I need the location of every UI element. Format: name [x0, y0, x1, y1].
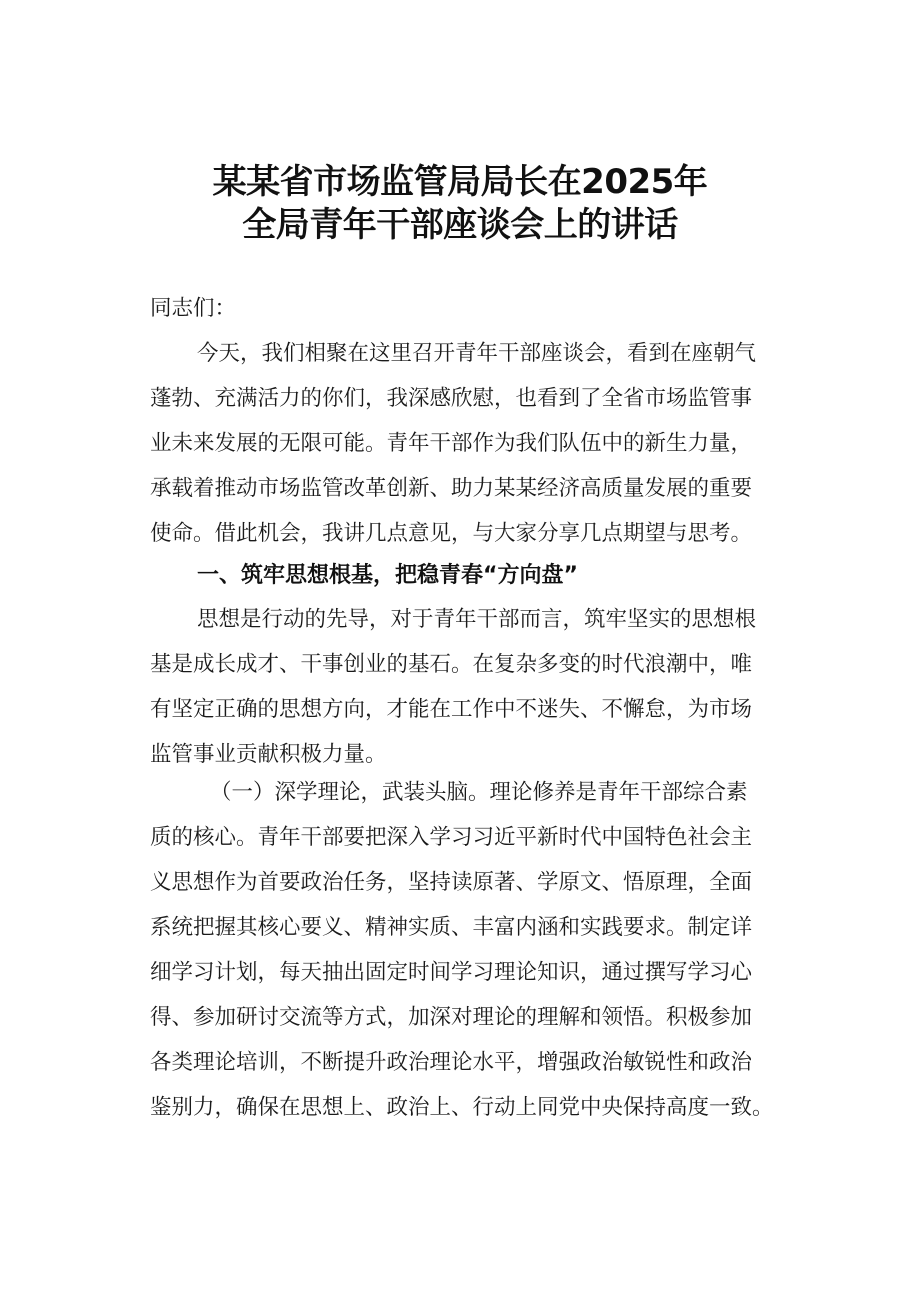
subsection-line: （一）深学理论，武装头脑。理论修养是青年干部综合素: [210, 780, 748, 805]
paragraph-line: 质的核心。青年干部要把深入学习习近平新时代中国特色社会主: [150, 825, 753, 850]
paragraph-line: 细学习计划，每天抽出固定时间学习理论知识，通过撰写学习心: [150, 960, 753, 985]
paragraph-line: 思想是行动的先导，对于青年干部而言，筑牢坚实的思想根: [197, 607, 757, 632]
paragraph-line: 业未来发展的无限可能。青年干部作为我们队伍中的新生力量，: [150, 431, 753, 456]
paragraph-line: 使命。借此机会，我讲几点意见，与大家分享几点期望与思考。: [150, 521, 753, 546]
paragraph-line: 基是成长成才、干事创业的基石。在复杂多变的时代浪潮中，唯: [150, 652, 753, 677]
paragraph-line: 得、参加研讨交流等方式，加深对理论的理解和领悟。积极参加: [150, 1005, 753, 1030]
paragraph-line: 义思想作为首要政治任务，坚持读原著、学原文、悟原理，全面: [150, 870, 753, 895]
paragraph-line: 有坚定正确的思想方向，才能在工作中不迷失、不懈怠，为市场: [150, 697, 753, 722]
paragraph-line: 系统把握其核心要义、精神实质、丰富内涵和实践要求。制定详: [150, 915, 753, 940]
salutation: 同志们：: [150, 296, 237, 321]
paragraph-line: 承载着推动市场监管改革创新、助力某某经济高质量发展的重要: [150, 476, 753, 501]
paragraph-line: 蓬勃、充满活力的你们，我深感欣慰，也看到了全省市场监管事: [150, 386, 753, 411]
paragraph-line: 监管事业贡献积极力量。: [150, 742, 387, 767]
section-heading: 一、筑牢思想根基，把稳青春“方向盘”: [197, 563, 578, 588]
paragraph-line: 今天，我们相聚在这里召开青年干部座谈会，看到在座朝气: [197, 341, 757, 366]
document-title-line-2: 全局青年干部座谈会上的讲话: [242, 205, 678, 245]
document-title-line-1: 某某省市场监管局局长在2025年: [212, 162, 708, 202]
paragraph-line: 鉴别力，确保在思想上、政治上、行动上同党中央保持高度一致。: [150, 1095, 774, 1120]
paragraph-line: 各类理论培训，不断提升政治理论水平，增强政治敏锐性和政治: [150, 1050, 753, 1075]
